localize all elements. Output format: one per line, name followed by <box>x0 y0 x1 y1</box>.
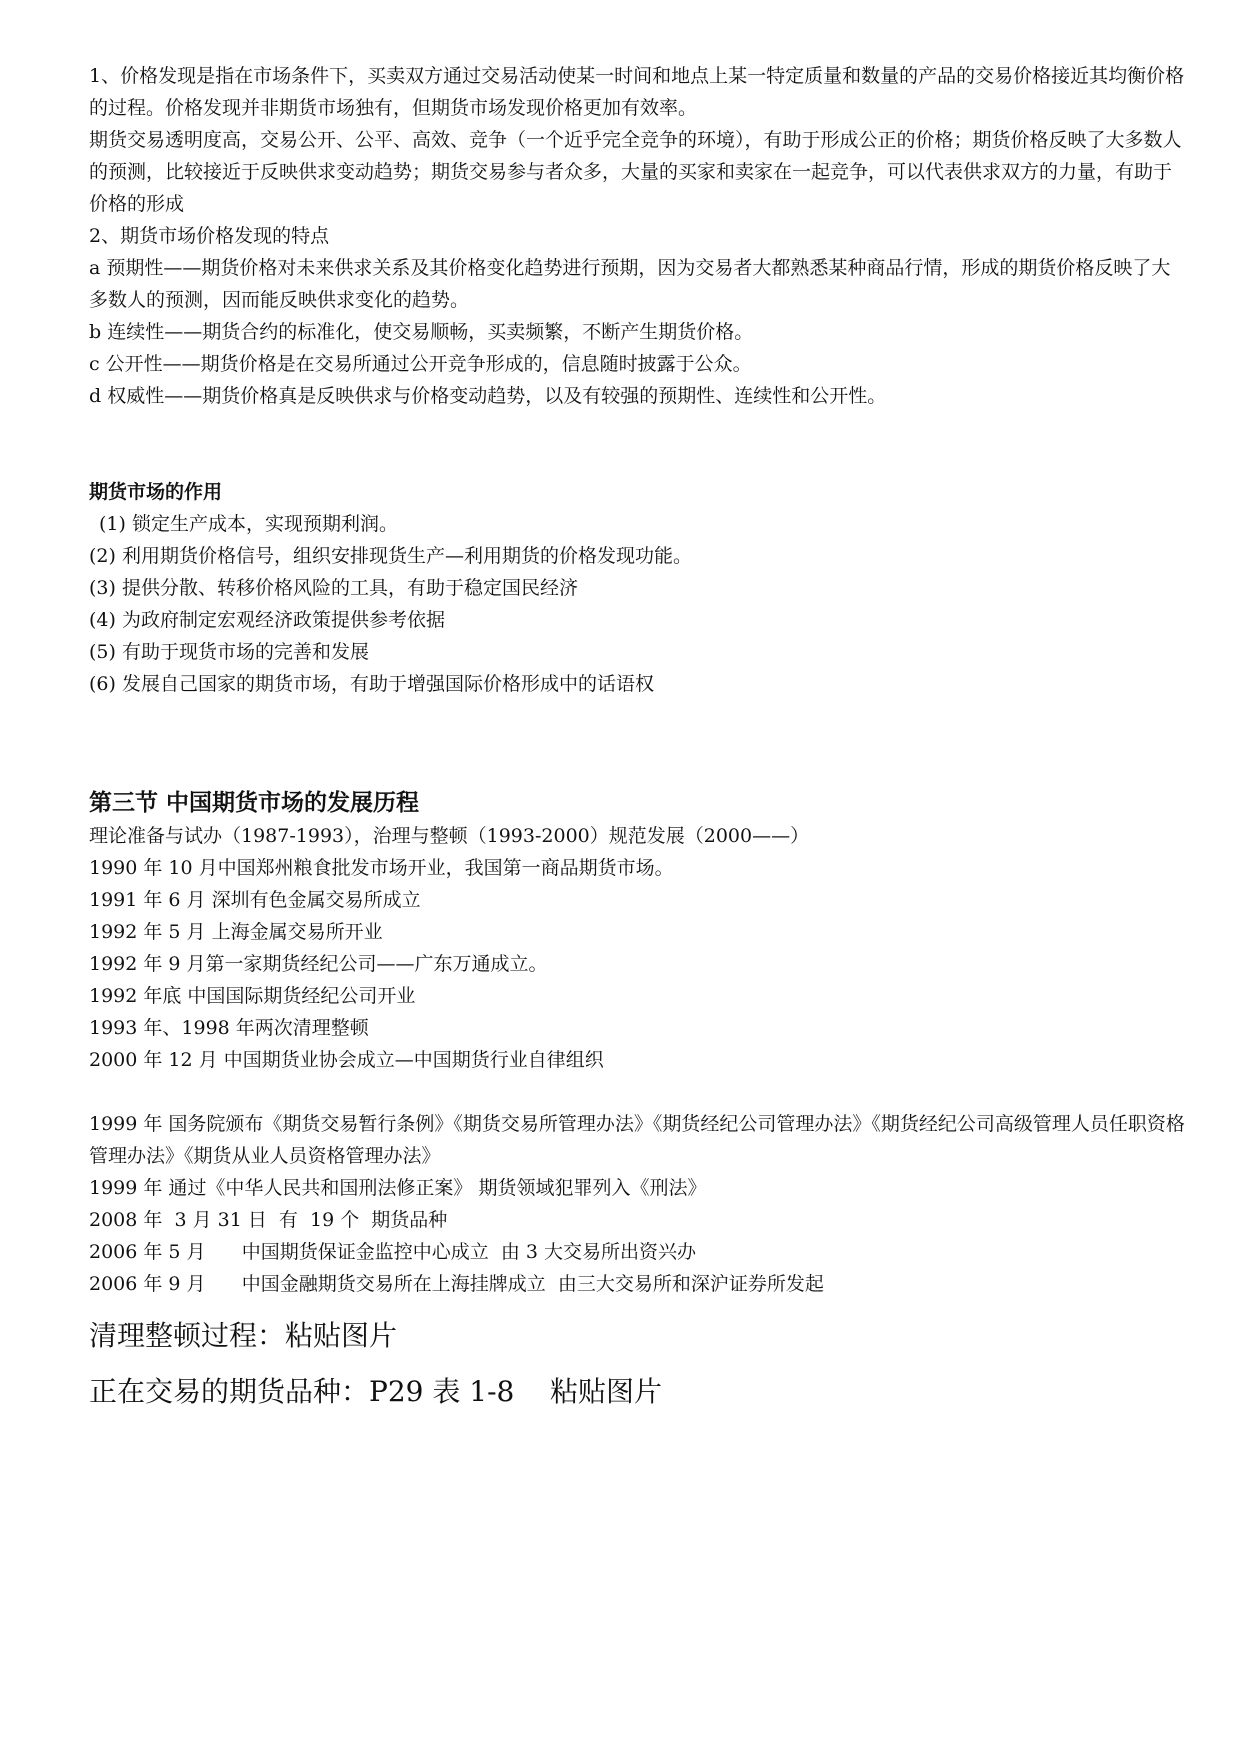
market-role-section <box>89 476 1189 700</box>
history-section <box>89 786 1189 1300</box>
spacer <box>89 1076 1189 1108</box>
paragraph-features-heading: 2、期货市场价格发现的特点 <box>89 225 330 247</box>
price-discovery-section <box>89 60 1189 412</box>
feature-item-c: c 公开性——期货价格是在交易所通过公开竞争形成的，信息随时披露于公众。 <box>89 353 752 375</box>
spacer <box>89 1300 1189 1318</box>
role-item-1: (1) 锁定生产成本，实现预期利润。 <box>99 513 398 535</box>
role-item-5: (5) 有助于现货市场的完善和发展 <box>89 641 369 663</box>
history-line: 1991 年 6 月 深圳有色金属交易所成立 <box>89 889 421 911</box>
section-heading-history: 第三节 中国期货市场的发展历程 <box>89 790 420 816</box>
paragraph-price-discovery-definition: 1、价格发现是指在市场条件下，买卖双方通过交易活动使某一时间和地点上某一特定质量和数量的产品的交易价格接近其均衡价格的过程。价格发现并非期货市场独有，但期货市场发现价格更加有效率。 <box>89 65 1185 119</box>
spacer <box>89 700 1189 786</box>
regulation-line: 1999 年 国务院颁布《期货交易暂行条例》《期货交易所管理办法》《期货经纪公司管理办法》《期货经纪公司高级管理人员任职资格管理办法》《期货从业人员资格管理办法》 <box>89 1113 1185 1167</box>
history-line: 1993 年、1998 年两次清理整顿 <box>89 1017 369 1039</box>
history-line: 1990 年 10 月中国郑州粮食批发市场开业，我国第一商品期货市场。 <box>89 857 674 879</box>
history-line: 1992 年 5 月 上海金属交易所开业 <box>89 921 383 943</box>
regulation-line: 1999 年 通过《中华人民共和国刑法修正案》 期货领域犯罪列入《刑法》 <box>89 1177 707 1199</box>
history-line: 2000 年 12 月 中国期货业协会成立—中国期货行业自律组织 <box>89 1049 604 1071</box>
spacer <box>89 412 1189 476</box>
section-heading-market-role: 期货市场的作用 <box>89 481 223 503</box>
note-cleanup-process: 清理整顿过程：粘贴图片 <box>89 1319 398 1352</box>
note-trading-varieties: 正在交易的期货品种：P29 表 1-8 粘贴图片 <box>89 1375 662 1408</box>
feature-item-a: a 预期性——期货价格对未来供求关系及其价格变化趋势进行预期，因为交易者大都熟悉某种商品行情，形成的期货价格反映了大多数人的预测，因而能反映供求变化的趋势。 <box>89 257 1171 311</box>
history-line: 理论准备与试办（1987-1993），治理与整顿（1993-2000）规范发展（2000——） <box>89 825 810 847</box>
role-item-4: (4) 为政府制定宏观经济政策提供参考依据 <box>89 609 445 631</box>
regulation-line: 2008 年 3 月 31 日 有 19 个 期货品种 <box>89 1209 448 1231</box>
role-item-2: (2) 利用期货价格信号，组织安排现货生产—利用期货的价格发现功能。 <box>89 545 692 567</box>
history-line: 1992 年底 中国国际期货经纪公司开业 <box>89 985 416 1007</box>
document-page <box>89 60 1189 1410</box>
feature-item-d: d 权威性——期货价格真是反映供求与价格变动趋势，以及有较强的预期性、连续性和公开性。 <box>89 385 887 407</box>
regulation-line: 2006 年 9 月 中国金融期货交易所在上海挂牌成立 由三大交易所和深沪证券所发起 <box>89 1273 824 1295</box>
feature-item-b: b 连续性——期货合约的标准化，使交易顺畅，买卖频繁，不断产生期货价格。 <box>89 321 754 343</box>
regulation-line: 2006 年 5 月 中国期货保证金监控中心成立 由 3 大交易所出资兴办 <box>89 1241 697 1263</box>
notes-section <box>89 1318 1189 1410</box>
spacer <box>89 1354 1189 1374</box>
role-item-6: (6) 发展自己国家的期货市场，有助于增强国际价格形成中的话语权 <box>89 673 654 695</box>
history-line: 1992 年 9 月第一家期货经纪公司——广东万通成立。 <box>89 953 548 975</box>
paragraph-futures-transparency: 期货交易透明度高，交易公开、公平、高效、竞争（一个近乎完全竞争的环境），有助于形成公正的价格；期货价格反映了大多数人的预测，比较接近于反映供求变动趋势；期货交易参与者众多，大量的买家和卖家在一起竞争，可以代表供求双方的力量，有助于价格的形成 <box>89 129 1182 215</box>
role-item-3: (3) 提供分散、转移价格风险的工具，有助于稳定国民经济 <box>89 577 578 599</box>
